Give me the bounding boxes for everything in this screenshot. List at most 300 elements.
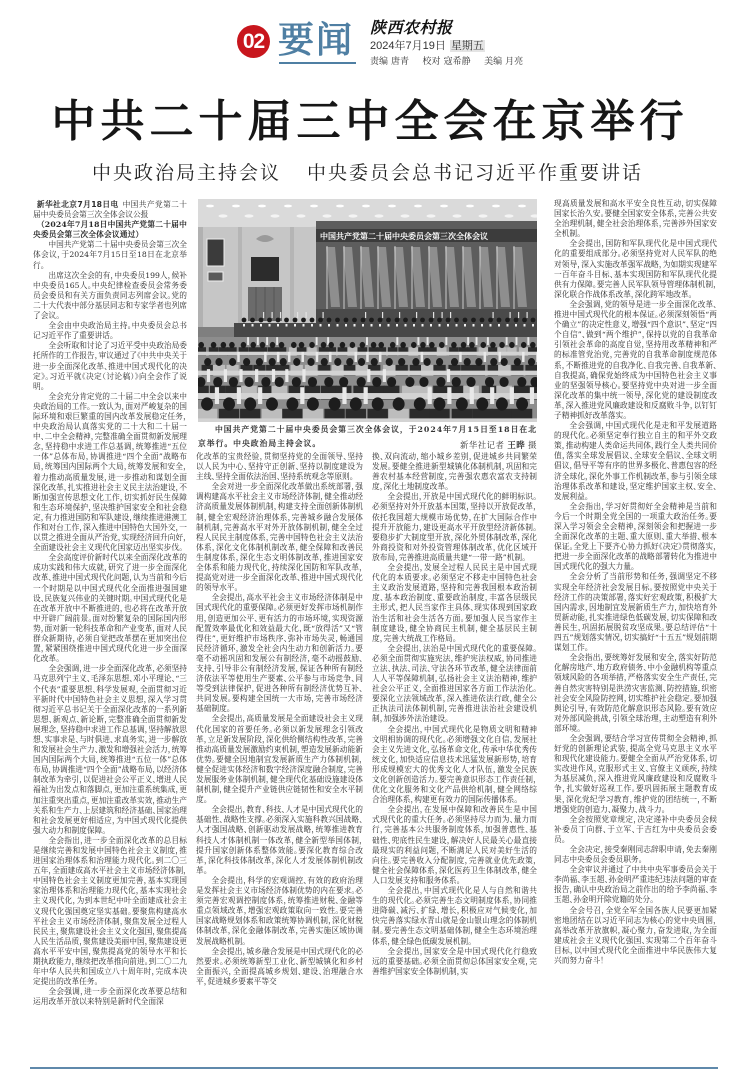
credit-suffix: 摄 [528, 440, 537, 450]
photo-attendee-head [270, 342, 276, 348]
photo-rostrum-person [293, 318, 298, 323]
photo-attendee-head [244, 377, 253, 387]
photo-credit [454, 438, 537, 452]
photo-attendee-head [429, 342, 435, 348]
photo-rostrum-table [234, 323, 537, 337]
photo-attendee-head [261, 377, 270, 387]
article-paragraph: 全会指出，进一步全面深化改革的总目标是继续完善和发展中国特色社会主义制度，推进国家治理体系和治理能力现代化。到二〇三五年，全面建成高水平社会主义市场经济体制，中国特色社会主义制度更加完善，基本实现国家治理体系和治理能力现代化，基本实现社会主义现代化，为到本世纪中叶全面建成社会主义现代化强国奠定坚实基础。要聚焦构建高水平社会主义市场经济体制，聚焦发展全过程人民民主，聚焦建设社会主义文化强国，聚焦提高人民生活品质，聚焦建设美丽中国，聚焦建设更高水平平安中国，聚焦提高党的领导水平和长期执政能力，继续把改革推向前进。到二〇二九年中华人民共和国成立八十周年时，完成本决定提出的改革任务。 [33, 835, 187, 987]
photo-attendee-head [412, 358, 419, 366]
photo-raised-hand [510, 312, 511, 318]
photo-attendee-head [211, 342, 217, 348]
photo-raised-hand [476, 337, 478, 345]
lead-title: 中国共产党第二十届中央委员会第三次全体会议公报 [33, 200, 187, 220]
photo-rostrum-cup [490, 324, 492, 327]
photo-raised-hand [450, 312, 451, 318]
photo-rostrum-person [471, 318, 476, 323]
photo-rostrum-person [335, 318, 340, 323]
section-underline [279, 62, 356, 64]
photo-raised-hand [382, 312, 383, 318]
photo-attendee-head [451, 342, 457, 348]
photo-attendee-head [280, 358, 287, 366]
photo-attendee-head [436, 377, 445, 387]
photo-rostrum-cup [481, 324, 483, 327]
photo-attendee-head [485, 377, 494, 387]
newspaper-masthead-logo: 陕西农村报 [370, 18, 453, 37]
photo-rostrum-person [488, 318, 493, 323]
photo-attendee-head [480, 342, 486, 348]
photo-rostrum-cup [388, 324, 390, 327]
photo-attendee-head [521, 342, 527, 348]
article-paragraph: 全会提出，城乡融合发展是中国式现代化的必然要求。必须统筹新型工业化、新型城镇化和乡村全面振兴，全面提高城乡规划、建设、治理融合水平，促进城乡要素平等交 [196, 946, 363, 986]
photo-rostrum-cup [405, 324, 407, 327]
photo-attendee-head [378, 342, 384, 348]
photo-attendee-head [350, 342, 356, 348]
photo-raised-hand [306, 312, 307, 318]
article-paragraph: 全会审议并通过了中共中央军事委员会关于李尚福、李玉超、孙金明严重违纪违法问题的审查报告，确认中央政治局之前作出的给予李尚福、李玉超、孙金明开除党籍的处分。 [554, 865, 717, 905]
photo-ceiling-light [492, 205, 500, 208]
photo-ceiling-light [401, 214, 410, 217]
article-paragraph: 全会提出，开放是中国式现代化的鲜明标识。必须坚持对外开放基本国策，坚持以开放促改革，依托我国超大规模市场优势，在扩大国际合作中提升开放能力，建设更高水平开放型经济新体制。要稳步扩大制度型开放，深化外贸体制改革，深化外商投资和对外投资管理体制改革，优化区域开放布局，完善推进高质量共建“一带一路”机制。 [372, 492, 537, 562]
photo-attendee-head [266, 397, 278, 410]
photo-attendee-head [229, 377, 238, 387]
photo-attendee-head [198, 342, 204, 348]
photo-raised-hand [263, 312, 264, 318]
photo-ceiling-light [271, 214, 280, 217]
photo-rostrum-cup [413, 324, 415, 327]
photo-rostrum-person [344, 318, 349, 323]
photographer-name: 王晔 [507, 440, 526, 450]
article-paragraph: 全会提出，高水平社会主义市场经济体制是中国式现代化的重要保障。必须更好发挥市场机制作用，创造更加公平、更有活力的市场环境，实现资源配置效率最优化和效益最大化，既“放得活”又“管得住”，更好维护市场秩序、弥补市场失灵，畅通国民经济循环，激发全社会内生动力和创新活力。要毫不动摇巩固和发展公有制经济，毫不动摇鼓励、支持、引导非公有制经济发展，保证各种所有制经济依法平等使用生产要素、公平参与市场竞争、同等受到法律保护，促进各种所有制经济优势互补、共同发展。要构建全国统一大市场，完善市场经济基础制度。 [196, 593, 363, 714]
photo-rostrum-person [276, 318, 281, 323]
article-paragraph: 全会提出，国家安全是中国式现代化行稳致远的重要基础。必须全面贯彻总体国家安全观，完善维护国家安全体制机制，实 [372, 946, 537, 976]
photo-attendee-head [260, 342, 266, 348]
article-paragraph: 全会强调，要结合学习宣传贯彻全会精神，抓好党的创新理论武装，提高全党马克思主义水平和现代化建设能力。要健全全面从严治党体系，切实改进作风，克服形式主义、官僚主义顽疾，持续为基层减负，深入推进党风廉政建设和反腐败斗争，扎实做好巡视工作。要巩固拓展主题教育成果，深化党纪学习教育，维护党的团结统一，不断增强党的创造力、凝聚力、战斗力。 [554, 733, 717, 814]
photo-raised-hand [207, 369, 210, 382]
photo-raised-hand [266, 337, 268, 345]
photo-rostrum-person [420, 318, 425, 323]
photo-ceiling-light [219, 214, 228, 217]
photo-attendee-head [433, 397, 445, 410]
article-paragraph: 全会提出，教育、科技、人才是中国式现代化的基础性、战略性支撑。必须深入实施科教兴国战略、人才强国战略、创新驱动发展战略，统筹推进教育科技人才体制机制一体改革，健全新型举国体制，提升国家创新体系整体效能。要深化教育综合改革，深化科技体制改革，深化人才发展体制机制改革。 [196, 805, 363, 875]
photo-attendee-head [339, 377, 348, 387]
photo-rostrum-person [454, 318, 459, 323]
photo-attendee-head [329, 397, 341, 410]
article-paragraph: 出席这次全会的有，中央委员199人，候补中央委员165人。中央纪律检查委员会常务委员会委员和有关方面负责同志列席会议。党的二十大代表中部分基层同志和专家学者也列席了会议。 [33, 270, 187, 321]
photo-rostrum-person [480, 318, 485, 323]
photo-raised-hand [297, 312, 298, 318]
photo-ceiling-light [505, 214, 514, 217]
photo-attendee-head [452, 377, 461, 387]
photo-attendee-head [244, 397, 256, 410]
photo-ceiling-light [245, 214, 254, 217]
photo-rostrum-cup [354, 324, 356, 327]
photo-attendee-head [308, 377, 317, 387]
photo-attendee-head [321, 342, 327, 348]
photo-attendee-head [466, 377, 475, 387]
photo-rostrum-person [242, 318, 247, 323]
photo-attendee-head [419, 377, 428, 387]
photo-attendee-head [371, 358, 378, 366]
article-paragraph: 全会听取和讨论了习近平受中央政治局委托所作的工作报告，审议通过了《中共中央关于进一步全面深化改革、推进中国式现代化的决定》。习近平就《决定（讨论稿）》向全会作了说明。 [33, 341, 187, 391]
photo-raised-hand [272, 369, 275, 382]
column-body [372, 452, 537, 977]
photo-rostrum-person [531, 318, 536, 323]
photo-attendee-head [286, 397, 298, 410]
photo-rostrum-person [463, 318, 468, 323]
photo-rostrum-person [250, 318, 255, 323]
photo-attendee-head [424, 358, 431, 366]
photo-raised-hand [447, 369, 450, 382]
photo-raised-hand [416, 312, 417, 318]
photo-attendee-head [400, 342, 406, 348]
column-body [196, 452, 363, 987]
photo-raised-hand [484, 352, 487, 362]
photo-attendee-head [340, 342, 346, 348]
photo-raised-hand [417, 337, 419, 345]
photo-rostrum-person [369, 318, 374, 323]
photo-attendee-head [420, 342, 426, 348]
photo-attendee-head [299, 342, 305, 348]
photo-raised-hand [396, 337, 398, 345]
photo-attendee-head [451, 358, 458, 366]
photo-attendee-head [398, 358, 405, 366]
photo-ceiling-light [206, 205, 214, 208]
photo-raised-hand [522, 352, 525, 362]
photo-attendee-head [204, 358, 211, 366]
article-paragraph: 全会强调，党的领导是进一步全面深化改革、推进中国式现代化的根本保证。必须深刻领悟“两个确立”的决定性意义，增强“四个意识”、坚定“四个自信”、做到“两个维护”，保持以党的自我革命引领社会革命的高度自觉，坚持用改革精神和严的标准管党治党，完善党的自我革命制度规范体系，不断推进党的自我净化、自我完善、自我革新、自我提高，确保党始终成为中国特色社会主义事业的坚强领导核心。要坚持党中央对进一步全面深化改革的集中统一领导，深化党的建设制度改革，深入推进党风廉政建设和反腐败斗争，以钉钉子精神抓好改革落实。 [554, 299, 717, 420]
photo-attendee-head [293, 358, 300, 366]
photo-ceiling-light [336, 205, 344, 208]
photo-attendee-head [307, 397, 319, 410]
photo-attendee-head [292, 377, 301, 387]
photo-rostrum-person [412, 318, 417, 323]
article-paragraph: 全会提出，在发展中保障和改善民生是中国式现代化的重大任务。必须坚持尽力而为、量力而行，完善基本公共服务制度体系，加强普惠性、基础性、兜底性民生建设，解决好人民最关心最直接最现实的利益问题，不断满足人民对美好生活的向往。要完善收入分配制度，完善就业优先政策，健全社会保障体系，深化医药卫生体制改革，健全人口发展支持和服务体系。 [372, 805, 537, 885]
column-body [554, 199, 717, 966]
photo-pilaster [238, 227, 242, 327]
article-paragraph: 中国共产党第二十届中央委员会第三次全体会议，于2024年7月15日至18日在北京举行。 [33, 240, 187, 270]
photo-raised-hand [487, 337, 489, 345]
photo-attendee-head [321, 358, 328, 366]
photo-attendee-head [436, 358, 443, 366]
photo-rostrum-person [505, 318, 510, 323]
photo-attendee-head [229, 358, 236, 366]
staff-role: 校对 [422, 56, 441, 66]
photo-attendee-head [221, 342, 227, 348]
photo-ceiling-light [518, 205, 526, 208]
photo-raised-hand [510, 387, 514, 404]
photo-caption [198, 423, 537, 453]
photo-raised-hand [366, 337, 368, 345]
credit-agency: 新华社记者 [460, 440, 505, 450]
photo-raised-hand [506, 337, 508, 345]
article-paragraph: 全会提出，高质量发展是全面建设社会主义现代化国家的首要任务。必须以新发展理念引领改革，立足新发展阶段，深化供给侧结构性改革，完善推动高质量发展激励约束机制，塑造发展新动能新优势。要健全因地制宜发展新质生产力体制机制，健全促进实体经济和数字经济深度融合制度，完善发展服务业体制机制，健全现代化基础设施建设体制机制，健全提升产业链供应链韧性和安全水平制度。 [196, 714, 363, 805]
photo-raised-hand [285, 369, 288, 382]
photo-ceiling-light [349, 214, 358, 217]
photo-rostrum-cup [524, 324, 526, 327]
section-title: 要闻 [278, 19, 355, 61]
photo-rostrum-cup [260, 324, 262, 327]
photo-banner-text: 中国共产党第二十届中央委员会第三次全体会议 [320, 231, 488, 241]
article-paragraph: 全会号召，全党全军全国各族人民要更加紧密地团结在以习近平同志为核心的党中央周围，高举改革开放旗帜，凝心聚力，奋发进取，为全面建成社会主义现代化强国、实现第二个百年奋斗目标，以中国式现代化全面推进中华民族伟大复兴而努力奋斗！ [554, 905, 717, 966]
photo-attendee-head [456, 397, 468, 410]
photo-attendee-head [528, 358, 535, 366]
photo-raised-hand [302, 369, 305, 382]
photo-ceiling-light [427, 214, 436, 217]
photo-raised-hand [364, 387, 368, 404]
photo-attendee-head [201, 397, 213, 410]
photo-attendee-head [372, 377, 381, 387]
editorial-staff [370, 56, 534, 67]
photo-raised-hand [445, 337, 447, 345]
photo-attendee-head [439, 342, 445, 348]
photo-raised-hand [379, 352, 382, 362]
photo-raised-hand [258, 387, 262, 404]
photo-attendee-head [372, 397, 384, 410]
photo-attendee-head [334, 358, 341, 366]
article-column-3 [372, 452, 537, 977]
photo-attendee-head [411, 342, 417, 348]
photo-raised-hand [316, 337, 318, 345]
photo-raised-hand [277, 352, 280, 362]
photo-rostrum-person [361, 318, 366, 323]
photo-attendee-head [476, 397, 488, 410]
dateline: 新华社北京7月18日电 [36, 200, 119, 209]
subheadline-part: 中央政治局主持会议 [91, 162, 281, 184]
photo-attendee-head [386, 358, 393, 366]
subheadline-part: 中央委员会总书记习近平作重要讲话 [307, 162, 644, 184]
photo-raised-hand [237, 387, 241, 404]
photo-raised-hand [516, 337, 518, 345]
photo-attendee-head [517, 377, 526, 387]
photo-desk-row [198, 418, 537, 422]
photo-attendee-head [516, 397, 528, 410]
photo-raised-hand [493, 312, 494, 318]
article-column-1 [33, 200, 187, 1008]
photo-rostrum-cup [252, 324, 254, 327]
photo-raised-hand [354, 352, 357, 362]
article-paragraph: 现高质量发展和高水平安全良性互动，切实保障国家长治久安。要健全国家安全体系，完善公共安全治理机制，健全社会治理体系，完善涉外国家安全机制。 [554, 199, 717, 239]
photo-rostrum-cup [422, 324, 424, 327]
photo-rostrum-cup [515, 324, 517, 327]
photo-rostrum-cup [311, 324, 313, 327]
weekday-text: 星期五 [450, 40, 484, 52]
photo-rostrum-person [403, 318, 408, 323]
photo-rostrum-person [310, 318, 315, 323]
article-paragraph: 化改革的宝贵经验，贯彻坚持党的全面领导、坚持以人民为中心、坚持守正创新、坚持以制度建设为主线、坚持全面依法治国、坚持系统观念等原则。 [196, 452, 363, 482]
photo-raised-hand [342, 387, 346, 404]
photo-rostrum-cup [243, 324, 245, 327]
photo-ceiling-light [323, 214, 332, 217]
photo-raised-hand [247, 337, 249, 345]
photo-rostrum-person [514, 318, 519, 323]
photo-wall-sign [208, 272, 223, 281]
photo-rostrum-person [327, 318, 332, 323]
photo-rostrum-person [386, 318, 391, 323]
staff-name: 唐青 [391, 56, 410, 66]
subheadline [0, 161, 735, 185]
news-photo [198, 199, 537, 422]
photo-rostrum-cup [328, 324, 330, 327]
article-paragraph: 全会提出，科学的宏观调控、有效的政府治理是发挥社会主义市场经济体制优势的内在要求。必须完善宏观调控制度体系，统筹推进财税、金融等重点领域改革，增强宏观政策取向一致性。要完善国家战略规划体系和政策统筹协调机制，深化财税体制改革，深化金融体制改革，完善实施区域协调发展战略机制。 [196, 875, 363, 946]
photo-rostrum-cup [345, 324, 347, 327]
photo-wall-screen [251, 257, 279, 281]
photo-raised-hand [255, 369, 258, 382]
photo-raised-hand [433, 312, 434, 318]
photo-raised-hand [288, 352, 291, 362]
photo-rostrum-cup [362, 324, 364, 327]
photo-ceiling-light [232, 205, 240, 208]
staff-name: 月亮 [505, 56, 524, 66]
photo-rostrum-cup [269, 324, 271, 327]
photo-rostrum-person [301, 318, 306, 323]
page-number-badge: 02 [237, 25, 270, 58]
photo-raised-hand [447, 387, 451, 404]
adoption-note: （2024年7月18日中国共产党第二十届中央委员会第三次全体会议通过） [33, 220, 187, 240]
article-paragraph: 换、双向流动，缩小城乡差别，促进城乡共同繁荣发展。要健全推进新型城镇化体制机制，巩固和完善农村基本经营制度，完善强农惠农富农支持制度，深化土地制度改革。 [372, 452, 537, 492]
photo-rostrum-person [352, 318, 357, 323]
photo-attendee-head [514, 358, 521, 366]
photo-attendee-head [501, 358, 508, 366]
photo-raised-hand [428, 387, 432, 404]
article-paragraph: 全会指出，学习好贯彻好全会精神是当前和今后一个时期全党全国的一项重大政治任务。要深入学习领会全会精神，深刻领会和把握进一步全面深化改革的主题、重大原则、重大举措、根本保证。全党上下要齐心协力抓好《决定》贯彻落实，把进一步全面深化改革的战略部署转化为推进中国式现代化的强大力量。 [554, 501, 717, 572]
main-headline: 中共二十届三中全会在京举行 [51, 96, 689, 147]
dateline-paragraph [33, 200, 187, 220]
photo-attendee-head [496, 397, 508, 410]
photo-attendee-head [215, 358, 222, 366]
photo-attendee-head [390, 342, 396, 348]
photo-attendee-head [275, 377, 284, 387]
photo-ceiling-light [414, 205, 422, 208]
photo-attendee-head [223, 397, 235, 410]
caption-text: 中国共产党第二十届中央委员会第三次全体会议，于2024年7月15日至18日在北京举行。中央政治局主持会议。 [198, 425, 537, 448]
photo-rostrum-cup [320, 324, 322, 327]
photo-rostrum-cup [371, 324, 373, 327]
photo-attendee-head [357, 377, 366, 387]
photo-rostrum-person [267, 318, 272, 323]
photo-raised-hand [272, 312, 273, 318]
photo-attendee-head [499, 377, 508, 387]
page-bottom-rule [30, 1067, 718, 1069]
photo-raised-hand [239, 369, 242, 382]
photo-ceiling-light [479, 214, 488, 217]
photo-raised-hand [427, 337, 429, 345]
photo-raised-hand [237, 352, 240, 362]
photo-raised-hand [329, 352, 332, 362]
photo-attendee-head [393, 397, 405, 410]
photo-rostrum-person [446, 318, 451, 323]
photo-rostrum-cup [447, 324, 449, 327]
photo-rostrum-cup [507, 324, 509, 327]
photo-rostrum-person [284, 318, 289, 323]
photo-attendee-head [250, 342, 256, 348]
photo-attendee-head [328, 342, 334, 348]
article-paragraph: 全会分析了当前形势和任务，强调坚定不移实现全年经济社会发展目标。要按照党中央关于经济工作的决策部署，落实好宏观政策，积极扩大国内需求，因地制宜发展新质生产力，加快培育外贸新动能，扎实推进绿色低碳发展，切实保障和改善民生，巩固拓展脱贫攻坚成果。要总结评估“十四五”规划落实情况，切实搞好“十五五”规划前期谋划工作。 [554, 572, 717, 653]
photo-ceiling-light [466, 205, 474, 208]
photo-attendee-head [269, 358, 276, 366]
photo-ceiling-light [440, 205, 448, 208]
photo-rostrum-cup [379, 324, 381, 327]
photo-raised-hand [257, 337, 259, 345]
photo-raised-hand [399, 312, 400, 318]
article-paragraph: 全会指出，要统筹好发展和安全，落实好防范化解房地产、地方政府债务、中小金融机构等重点领域风险的各项举措，严格落实安全生产责任，完善自然灾害特别是洪涝灾害监测、防控措施，织密社会安全风险防控网，切实维护社会稳定。要加强舆论引导，有效防范化解意识形态风险。要有效应对外部风险挑战，引领全球治理，主动塑造有利外部环境。 [554, 653, 717, 733]
photo-raised-hand [367, 369, 370, 382]
article-column-4 [554, 199, 717, 966]
photo-rostrum-cup [456, 324, 458, 327]
photo-rostrum-cup [464, 324, 466, 327]
photo-attendee-head [461, 342, 467, 348]
photo-raised-hand [442, 312, 443, 318]
photo-raised-hand [459, 352, 462, 362]
photo-rostrum-person [318, 318, 323, 323]
photo-wall-painting [207, 239, 224, 266]
photo-rostrum-back [316, 309, 537, 325]
photo-pilaster [290, 227, 294, 327]
article-paragraph: 全会决定，接受秦刚同志辞职申请，免去秦刚同志中央委员会委员职务。 [554, 845, 717, 865]
article-paragraph: 全会提出，国防和军队现代化是中国式现代化的重要组成部分。必须坚持党对人民军队的绝对领导，深入实施改革强军战略，为如期实现建军一百年奋斗目标、基本实现国防和军队现代化提供有力保障。要完善人民军队领导管理体制机制，深化联合作战体系改革，深化跨军地改革。 [554, 239, 717, 299]
photo-raised-hand [264, 352, 267, 362]
photo-pilaster [198, 227, 203, 327]
photo-ceiling-light [310, 205, 318, 208]
photo-attendee-head [324, 377, 333, 387]
photo-attendee-head [243, 358, 250, 366]
photo-rostrum-cup [277, 324, 279, 327]
photo-attendee-head [387, 377, 396, 387]
article-paragraph: 全会强调，进一步全面深化改革要总结和运用改革开放以来特别是新时代全面深 [33, 987, 187, 1007]
issue-date [370, 40, 485, 53]
date-text: 2024年7月19日 [370, 40, 446, 52]
plenary-session-photo [198, 199, 537, 422]
photo-raised-hand [527, 337, 529, 345]
photo-raised-hand [498, 352, 501, 362]
photo-rostrum-cup [294, 324, 296, 327]
photo-attendee-head [509, 342, 515, 348]
column-body [33, 200, 187, 1008]
staff-name: 寇希静 [443, 56, 471, 66]
photo-attendee-head [371, 342, 377, 348]
photo-attendee-head [530, 342, 536, 348]
photo-attendee-head [350, 397, 362, 410]
photo-attendee-head [490, 358, 497, 366]
photo-raised-hand [316, 352, 319, 362]
photo-raised-hand [467, 337, 469, 345]
photo-attendee-head [405, 377, 414, 387]
article-paragraph: 全会对进一步全面深化改革做出系统部署，强调构建高水平社会主义市场经济体制，健全推动经济高质量发展体制机制，构建支持全面创新体制机制，健全宏观经济治理体系，完善城乡融合发展体制机制，完善高水平对外开放体制机制，健全全过程人民民主制度体系，完善中国特色社会主义法治体系，深化文化体制机制改革，健全保障和改善民生制度体系，深化生态文明体制改革，推进国家安全体系和能力现代化，持续深化国防和军队改革，提高党对进一步全面深化改革、推进中国式现代化的领导水平。 [196, 482, 363, 593]
photo-rostrum-person [522, 318, 527, 323]
photo-attendee-head [360, 342, 366, 348]
photo-raised-hand [224, 369, 227, 382]
photo-ceiling-light [453, 214, 462, 217]
photo-attendee-head [475, 358, 482, 366]
photo-attendee-head [464, 358, 471, 366]
photo-rostrum-person [259, 318, 264, 323]
article-paragraph: 全会提出，中国式现代化是物质文明和精神文明相协调的现代化。必须增强文化自信，发展社会主义先进文化，弘扬革命文化，传承中华优秀传统文化，加快适应信息技术迅猛发展新形势，培育形成规模宏大的优秀文化人才队伍，激发全民族文化创新创造活力。要完善意识形态工作责任制，优化文化服务和文化产品供给机制，健全网络综合治理体系，构建更有效力的国际传播体系。 [372, 724, 537, 805]
photo-attendee-head [256, 358, 263, 366]
photo-ceiling-light [388, 205, 396, 208]
photo-rostrum-person [497, 318, 502, 323]
photo-ceiling-light [258, 205, 266, 208]
photo-rostrum-cup [337, 324, 339, 327]
photo-attendee-head [469, 342, 475, 348]
photo-rostrum-cup [430, 324, 432, 327]
photo-raised-hand [323, 312, 324, 318]
photo-raised-hand [301, 352, 304, 362]
article-paragraph: 全会强调，中国式现代化是走和平发展道路的现代化。必须坚定奉行独立自主的和平外交政策，推动构建人类命运共同体，践行全人类共同价值，落实全球发展倡议、全球安全倡议、全球文明倡议，倡导平等有序的世界多极化、普惠包容的经济全球化，深化外事工作机制改革，参与引领全球治理体系改革和建设，坚定维护国家主权、安全、发展利益。 [554, 421, 717, 501]
photo-raised-hand [421, 352, 424, 362]
photo-rostrum-person [395, 318, 400, 323]
photo-attendee-head [358, 358, 365, 366]
photo-attendee-head [213, 377, 222, 387]
photo-raised-hand [276, 337, 278, 345]
